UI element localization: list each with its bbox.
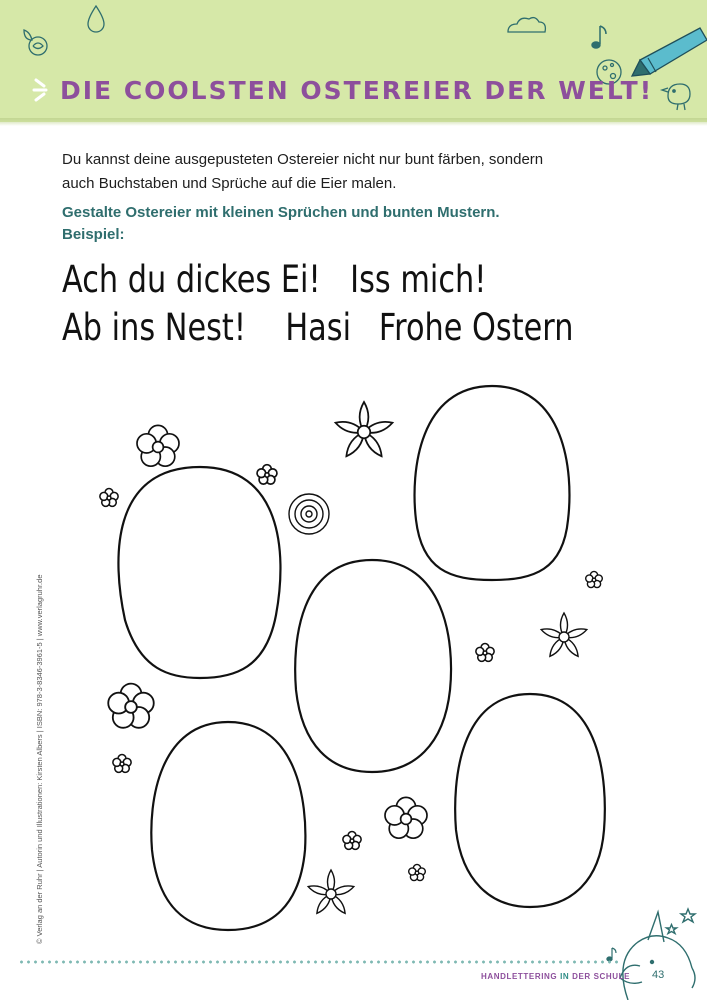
egg-outline: [455, 694, 605, 907]
example-phrase: Ab ins Nest!: [62, 306, 247, 349]
flower-icon: [113, 755, 131, 773]
book-title-start: HANDLETTERING: [481, 972, 561, 981]
example-phrase: Hasi: [285, 306, 352, 349]
page-number: 43: [652, 969, 665, 981]
flower-icon: [385, 797, 427, 838]
egg-outline: [415, 386, 570, 580]
flower-icon: [476, 644, 494, 662]
footer-divider: [18, 960, 618, 964]
egg-outline: [151, 722, 305, 930]
book-title-mid: IN: [560, 972, 570, 981]
flower-icon: [343, 832, 361, 850]
flower-icon: [137, 425, 179, 466]
egg-outline: [118, 467, 280, 678]
example-phrase: Iss mich!: [350, 258, 487, 301]
page-title: DIE COOLSTEN OSTEREIER DER WELT!: [60, 76, 654, 105]
flower-icon: [100, 489, 118, 507]
book-title-end: DER SCHULE: [569, 972, 631, 981]
unicorn-icon: [620, 909, 695, 1000]
intro-text: Du kannst deine ausgepusteten Ostereier nicht nur bunt färben, sondern auch Buchstaben und Sprüche auf die Eier malen.: [62, 151, 544, 192]
example-phrase: Frohe Ostern: [378, 306, 574, 349]
task-text: Gestalte Ostereier mit kleinen Sprüchen und bunten Mustern.: [62, 204, 500, 221]
flower-icon: [540, 613, 588, 658]
flower-icon: [409, 864, 426, 880]
credit-text: © Verlag an der Ruhr | Autorin und Illustrationen: Kirsten Albers | ISBN: 978-3-8346-3961-5 | www.verlagruhr.de: [35, 574, 44, 944]
flower-icon: [307, 870, 355, 915]
flower-icon: [586, 571, 603, 587]
example-phrase: Ach du dickes Ei!: [62, 258, 321, 301]
dahlia-icon: [289, 494, 329, 534]
flower-icon: [257, 465, 277, 484]
flower-icon: [108, 684, 154, 728]
book-title: [481, 972, 630, 981]
egg-outline: [295, 560, 451, 772]
example-label: Beispiel:: [62, 226, 125, 243]
flower-icon: [334, 402, 394, 459]
